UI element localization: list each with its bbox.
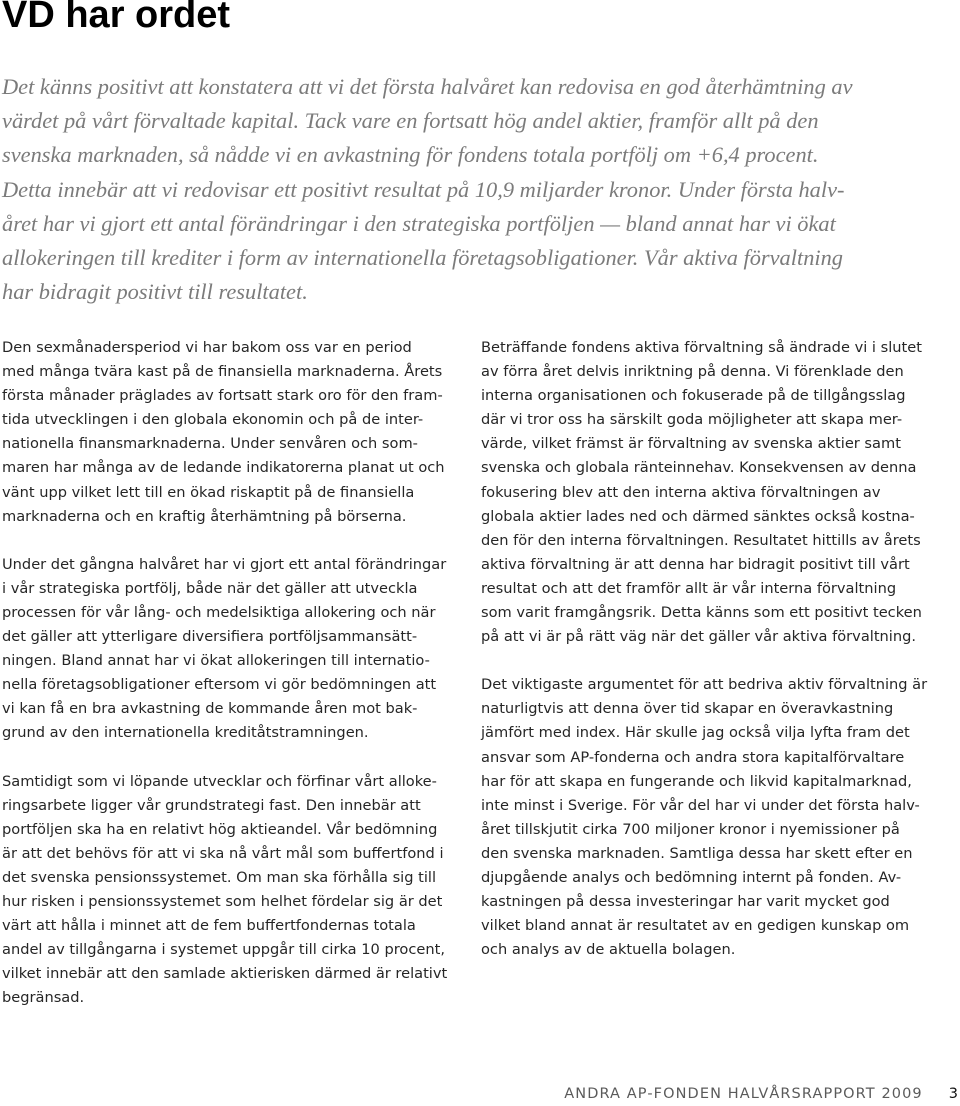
body-line: vänt upp vilket lett till en ökad riskaptit på de finansiella: [2, 483, 415, 501]
body-line: värt att hålla i minnet att de fem buffertfondernas totala: [2, 917, 416, 935]
right-column: [481, 336, 941, 986]
page-heading: VD har ordet: [2, 0, 231, 36]
body-line: nationella finansmarknaderna. Under senvåren och som-: [2, 435, 418, 453]
body-paragraph: [2, 770, 462, 1011]
body-line: kastningen på dessa investeringar har varit mycket god: [481, 893, 890, 911]
body-line: portföljen ska ha en relativt hög aktieandel. Vår bedömning: [2, 820, 438, 838]
publication-title: ANDRA AP-FONDEN HALVÅRSRAPPORT 2009: [564, 1086, 923, 1102]
left-column: [2, 336, 462, 1034]
body-paragraph: [2, 553, 462, 746]
body-line: fokusering blev att den interna aktiva förvaltningen av: [481, 483, 881, 501]
body-line: har för att skapa en fungerande och likvid kapitalmarknad,: [481, 772, 912, 790]
intro-line: värdet på vårt förvaltade kapital. Tack vare en fortsatt hög andel aktier, framför allt på den: [2, 108, 819, 134]
body-line: grund av den internationella kreditåtstramningen.: [2, 724, 369, 742]
body-line: som varit framgångsrik. Detta känns som ett positivt tecken: [481, 604, 922, 622]
body-line: vilket innebär att den samlade aktierisken därmed är relativt: [2, 965, 448, 983]
body-line: den svenska marknaden. Samtliga dessa har skett efter en: [481, 844, 913, 862]
body-line: vi kan få en bra avkastning de kommande åren mot bak-: [2, 700, 418, 718]
body-line: jämfört med index. Här skulle jag också vilja lyfta fram det: [481, 724, 910, 742]
body-line: ningen. Bland annat har vi ökat allokeringen till internatio-: [2, 652, 430, 670]
body-line: svenska och globala ränteinnehav. Konsekvensen av denna: [481, 459, 917, 477]
body-line: ringsarbete ligger vår grundstrategi fast. Den innebär att: [2, 796, 421, 814]
body-line: Den sexmånadersperiod vi har bakom oss var en period: [2, 339, 412, 356]
body-line: på att vi är på rätt väg när det gäller vår aktiva förvaltning.: [481, 628, 916, 646]
intro-line: svenska marknaden, så nådde vi en avkastning för fondens totala portfölj om +6,4 procent.: [2, 142, 819, 168]
body-line: den för den interna förvaltningen. Resultatet hittills av årets: [481, 531, 921, 549]
page-footer: [564, 1086, 958, 1102]
intro-line: har bidragit positivt till resultatet.: [2, 279, 308, 305]
body-line: ansvar som AP-fonderna och andra stora kapitalförvaltare: [481, 748, 905, 766]
body-line: första månader präglades av fortsatt stark oro för den fram-: [2, 387, 443, 405]
body-line: det svenska pensionssystemet. Om man ska förhålla sig till: [2, 868, 437, 886]
intro-line: allokeringen till krediter i form av internationella företagsobligationer. Vår aktiva förvaltning: [2, 245, 844, 271]
intro-paragraph: [2, 70, 902, 309]
body-line: det gäller att ytterligare diversifiera portföljsammansätt-: [2, 628, 418, 646]
body-line: naturligtvis att denna över tid skapar en överavkastning: [481, 700, 894, 718]
body-line: i vår strategiska portfölj, både när det gäller att utveckla: [2, 579, 418, 597]
body-line: globala aktier lades ned och därmed sänktes också kostna-: [481, 507, 915, 525]
body-line: maren har många av de ledande indikatorerna planat ut och: [2, 459, 445, 477]
body-line: Det viktigaste argumentet för att bedriva aktiv förvaltning är: [481, 676, 928, 694]
page-number: 3: [948, 1086, 958, 1102]
body-line: vilket bland annat är resultatet av en gedigen kunskap om: [481, 917, 910, 935]
body-line: och analys av de aktuella bolagen.: [481, 941, 736, 959]
body-line: tida utvecklingen i den globala ekonomin och på de inter-: [2, 411, 424, 429]
body-paragraph: [2, 336, 462, 529]
intro-line: året har vi gjort ett antal förändringar i den strategiska portföljen — bland annat har vi ökat: [2, 210, 836, 236]
body-line: processen för vår lång- och medelsiktiga allokering och när: [2, 603, 436, 621]
body-line: inte minst i Sverige. För vår del har vi under det första halv-: [481, 796, 920, 814]
body-line: hur risken i pensionssystemet som helhet fördelar sig är det: [2, 892, 443, 910]
body-line: med många tvära kast på de finansiella marknaderna. Årets: [2, 363, 443, 381]
body-line: Samtidigt som vi löpande utvecklar och förfinar vårt alloke-: [2, 772, 437, 790]
body-line: aktiva förvaltning är att denna har bidragit positivt till vårt: [481, 555, 910, 573]
body-line: är att det behövs för att vi ska nå vårt mål som buffertfond i: [2, 844, 444, 862]
intro-line: Detta innebär att vi redovisar ett positivt resultat på 10,9 miljarder kronor. Under första halv-: [2, 176, 845, 202]
body-paragraph: [481, 673, 941, 962]
body-line: av förra året delvis inriktning på denna. Vi förenklade den: [481, 363, 904, 381]
body-line: begränsad.: [2, 989, 85, 1007]
body-line: nella företagsobligationer eftersom vi gör bedömningen att: [2, 676, 437, 694]
body-line: där vi tror oss ha särskilt goda möjligheter att skapa mer-: [481, 411, 903, 429]
body-line: Beträffande fondens aktiva förvaltning så ändrade vi i slutet: [481, 339, 922, 356]
body-line: interna organisationen och fokuserade på de tillgångsslag: [481, 387, 906, 405]
intro-line: Det känns positivt att konstatera att vi det första halvåret kan redovisa en god återhämtning av: [2, 74, 853, 99]
body-line: djupgående analys och bedömning internt på fonden. Av-: [481, 868, 902, 886]
body-line: andel av tillgångarna i systemet uppgår till cirka 10 procent,: [2, 941, 445, 959]
body-line: marknaderna och en kraftig återhämtning på börserna.: [2, 507, 407, 525]
body-paragraph: [481, 336, 941, 649]
body-line: året tillskjutit cirka 700 miljoner kronor i nyemissioner på: [481, 820, 900, 838]
body-line: Under det gångna halvåret har vi gjort ett antal förändringar: [2, 555, 447, 573]
body-line: värde, vilket främst är förvaltning av svenska aktier samt: [481, 435, 901, 453]
body-line: resultat och att det framför allt är vår interna förvaltning: [481, 579, 897, 597]
